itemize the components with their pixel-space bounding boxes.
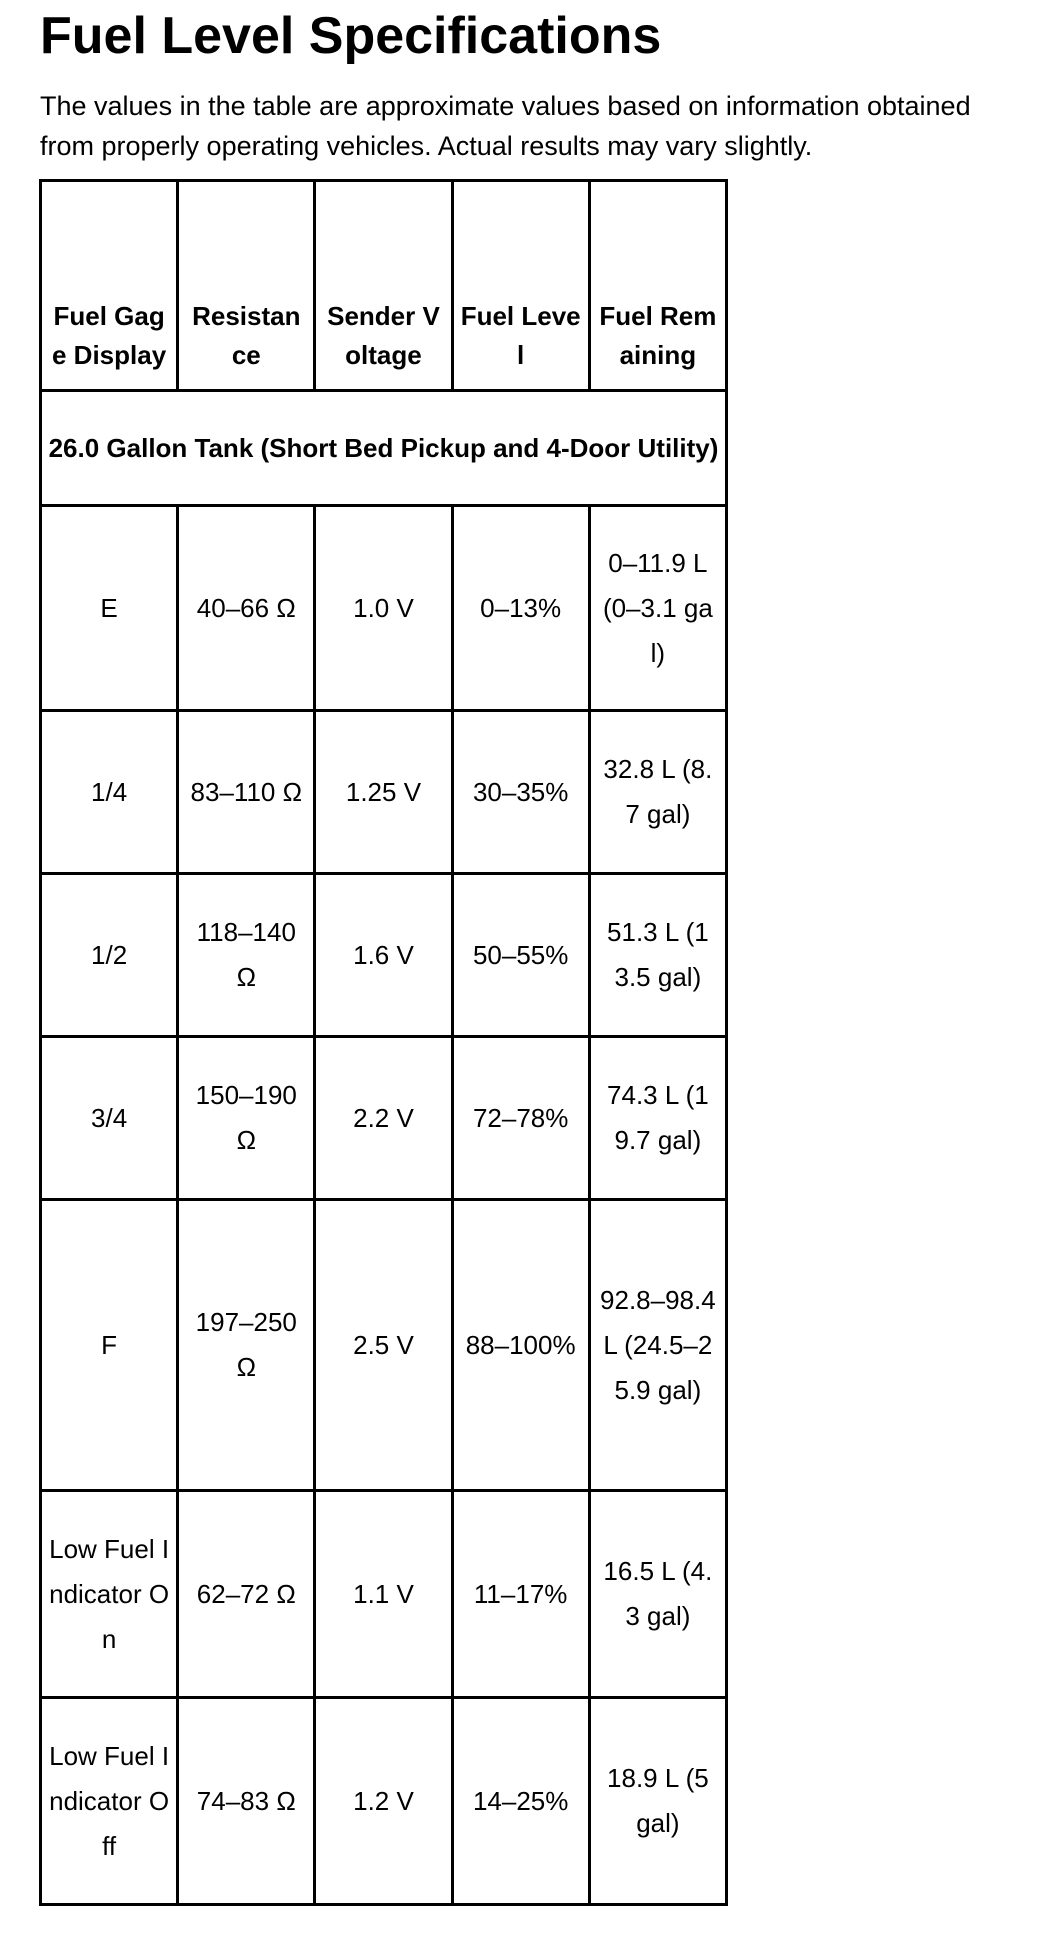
cell-resistance: 150–190 Ω [178,1037,315,1200]
cell-resistance: 62–72 Ω [178,1491,315,1698]
cell-voltage: 1.1 V [315,1491,452,1698]
cell-fuel-remaining: 74.3 L (19.7 gal) [589,1037,726,1200]
table-row [41,1491,727,1698]
cell-fuel-level: 50–55% [452,874,589,1037]
table-header-row [41,181,727,391]
cell-resistance: 74–83 Ω [178,1698,315,1905]
cell-resistance: 197–250 Ω [178,1200,315,1491]
cell-resistance: 118–140 Ω [178,874,315,1037]
table-row [41,1037,727,1200]
cell-resistance: 40–66 Ω [178,506,315,711]
cell-display: E [41,506,178,711]
header-fuel-gage-display: Fuel Gage Display [41,181,178,391]
cell-fuel-remaining: 18.9 L (5 gal) [589,1698,726,1905]
cell-fuel-level: 88–100% [452,1200,589,1491]
header-fuel-level: Fuel Level [452,181,589,391]
cell-fuel-remaining: 0–11.9 L (0–3.1 gal) [589,506,726,711]
cell-fuel-level: 11–17% [452,1491,589,1698]
header-fuel-remaining: Fuel Remaining [589,181,726,391]
group-label: 26.0 Gallon Tank (Short Bed Pickup and 4-Door Utility) [41,391,727,506]
cell-fuel-level: 14–25% [452,1698,589,1905]
cell-fuel-level: 72–78% [452,1037,589,1200]
cell-voltage: 1.6 V [315,874,452,1037]
cell-voltage: 1.25 V [315,711,452,874]
header-sender-voltage: Sender Voltage [315,181,452,391]
cell-voltage: 2.2 V [315,1037,452,1200]
table-row [41,1698,727,1905]
table-row [41,874,727,1037]
cell-fuel-remaining: 92.8–98.4 L (24.5–25.9 gal) [589,1200,726,1491]
table-row [41,506,727,711]
cell-fuel-remaining: 16.5 L (4.3 gal) [589,1491,726,1698]
group-row [41,391,727,506]
page-title: Fuel Level Specifications [40,7,662,65]
cell-fuel-level: 30–35% [452,711,589,874]
cell-fuel-remaining: 32.8 L (8.7 gal) [589,711,726,874]
cell-display: Low Fuel Indicator On [41,1491,178,1698]
cell-voltage: 1.2 V [315,1698,452,1905]
cell-voltage: 1.0 V [315,506,452,711]
table-row [41,711,727,874]
cell-display: 1/4 [41,711,178,874]
header-resistance: Resistance [178,181,315,391]
intro-paragraph: The values in the table are approximate values based on information obtained from properly operating vehicles. Actual results may vary slightly. [40,91,971,161]
cell-display: 1/2 [41,874,178,1037]
table-row [41,1200,727,1491]
cell-display: F [41,1200,178,1491]
cell-fuel-level: 0–13% [452,506,589,711]
fuel-level-table [39,179,728,1906]
cell-voltage: 2.5 V [315,1200,452,1491]
cell-resistance: 83–110 Ω [178,711,315,874]
cell-display: Low Fuel Indicator Off [41,1698,178,1905]
cell-display: 3/4 [41,1037,178,1200]
cell-fuel-remaining: 51.3 L (13.5 gal) [589,874,726,1037]
